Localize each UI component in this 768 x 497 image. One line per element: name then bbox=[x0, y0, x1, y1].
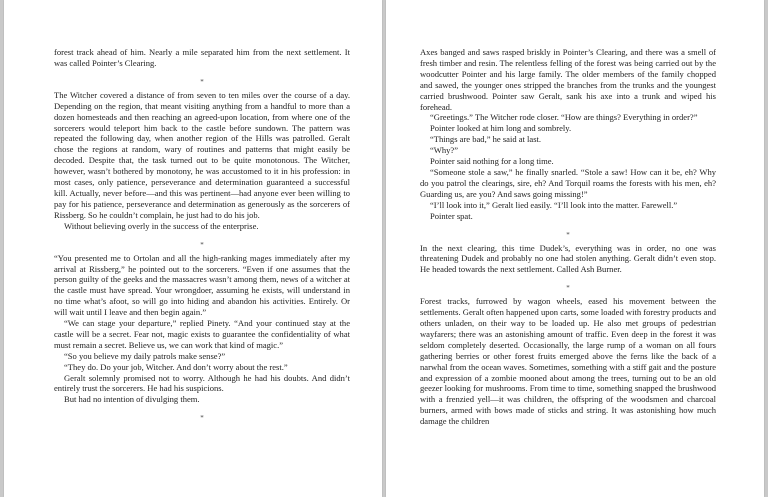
paragraph: Pointer looked at him long and sombrely. bbox=[430, 123, 572, 134]
paragraph: Pointer spat. bbox=[430, 210, 473, 221]
section-separator: * bbox=[200, 77, 204, 86]
paragraph: In the next clearing, this time Dudek’s, everything was in order, no one was threatening Dudek and probably no one had stolen anything. Geralt didn’t even stop. He headed towards the next settlement. Called Ash Burner. bbox=[420, 242, 716, 275]
paragraph: “You presented me to Ortolan and all the high-ranking mages immediately after my arrival at Rissberg,” he pointed out to the sorcerers. “Even if one assumes that the person guilty of the geeks and the massacres wasn’t among them, news of a witcher at the castle must have spread. Your wrongdoer, assuming he exists, will understand in no time what’s afoot, so will go into hiding and abandon his activities. Entirely. Or will wait until I leave and then begin again.” bbox=[54, 252, 350, 318]
paragraph: Pointer said nothing for a long time. bbox=[430, 156, 554, 167]
paragraph: “Why?” bbox=[430, 145, 458, 156]
paragraph: “I’ll look into it,” Geralt lied easily. “I’ll look into the matter. Farewell.” bbox=[430, 199, 678, 210]
paragraph: Axes banged and saws rasped briskly in Pointer’s Clearing, and there was a smell of fresh timber and resin. The relentless felling of the forest was being carried out by the woodcutter Pointer and his large family. The older members of the family chopped and sawed, the younger ones stripped the branches from the trunks and the youngest carried brushwood. Pointer saw Geralt, sank his axe into a trunk and wiped his forehead. bbox=[420, 47, 716, 112]
paragraph: Geralt solemnly promised not to worry. Although he had his doubts. And didn’t entirely trust the sorcerers. He had his suspicions. bbox=[54, 372, 350, 394]
paragraph: “So you believe my daily patrols make sense?” bbox=[64, 350, 226, 361]
page-right-text bbox=[420, 47, 716, 427]
paragraph: But had no intention of divulging them. bbox=[64, 394, 200, 405]
paragraph: “Someone stole a saw,” he finally snarled. “Stole a saw! How can it be, eh? Why do you patrol the clearings, sire, eh? And Torquil roams the forests with his men, eh? Guarding us, are you? And saws going missing!” bbox=[420, 166, 716, 199]
page-left-text bbox=[54, 47, 350, 426]
paragraph: Without believing overly in the success of the enterprise. bbox=[64, 220, 259, 231]
paragraph: “Things are bad,” he said at last. bbox=[430, 134, 542, 145]
section-separator: * bbox=[566, 284, 570, 293]
section-separator: * bbox=[200, 240, 204, 249]
paragraph: Forest tracks, furrowed by wagon wheels, eased his movement between the settlements. Geralt often happened upon carts, some loaded with forestry products and others unladen, on their way to be loaded up. He also met groups of pedestrian wayfarers; there was an astonishing amount of traffic. Even deep in the forest it was seldom completely deserted. Occasionally, the large rump of a woman on all fours gathering berries or other forest fruits emerged above the ferns like the back of a narwhal from the ocean waves. Sometimes, something with a stiff gait and the posture and expression of a zombie mooned about among the trees, turning out to be an old geezer looking for mushrooms. From time to time, something snapped the brushwood with a frenzied yell—it was children, the offspring of the woodsmen and charcoal burners, armed with bows made of sticks and string. It was astonishing how much damage the children bbox=[420, 296, 716, 427]
page-left bbox=[4, 0, 382, 497]
page-right bbox=[386, 0, 764, 497]
paragraph: forest track ahead of him. Nearly a mile separated him from the next settlement. It was called Pointer’s Clearing. bbox=[54, 47, 350, 68]
paragraph: “Greetings.” The Witcher rode closer. “How are things? Everything in order?” bbox=[430, 112, 698, 123]
section-separator: * bbox=[200, 414, 204, 423]
paragraph: “They do. Do your job, Witcher. And don’t worry about the rest.” bbox=[64, 361, 288, 372]
paragraph: “We can stage your departure,” replied Pinety. “And your continued stay at the castle will be a secret. Fear not, magic exists to guarantee the confidentiality of what must remain a secret. Believe us, we can work that kind of magic.” bbox=[54, 318, 350, 350]
paragraph: The Witcher covered a distance of from seven to ten miles over the course of a day. Depending on the region, that meant visiting anything from a handful to more than a dozen homesteads and then reaching an agreed-upon location, from where one of the sorcerers would teleport him back to the castle before sundown. The pattern was repeated the following day, when another region of the Hills was patrolled. Geralt chose the regions at random, wary of routines and patterns that might easily be decoded. Despite that, the task turned out to be quite monotonous. The Witcher, however, wasn’t bothered by monotony, he was accustomed to it in his profession: in most cases, only patience, perseverance and determination guaranteed a successful kill. Actually, never before—and this was pertinent—had anyone ever been willing to pay for his patience, perseverance and determination as generously as the sorcerers of Rissberg. So he couldn’t complain, he just had to do his job. bbox=[54, 89, 350, 220]
section-separator: * bbox=[566, 230, 570, 239]
